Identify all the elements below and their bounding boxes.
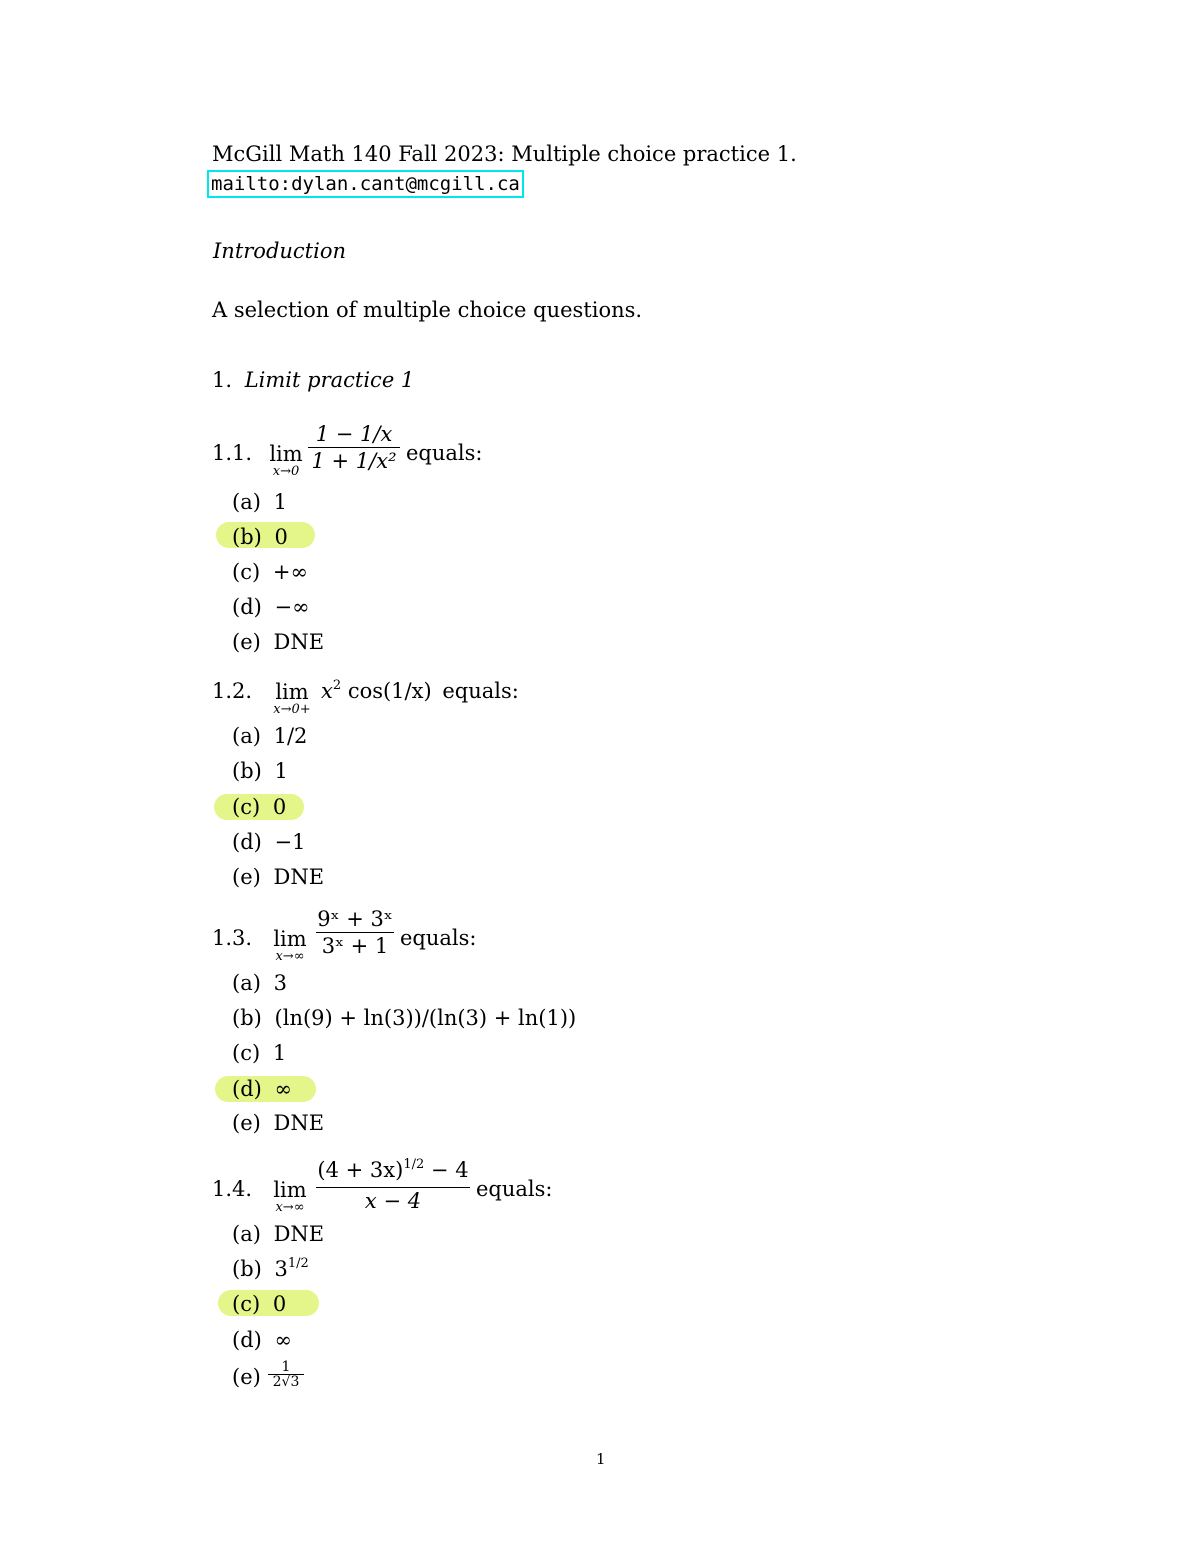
option-a[interactable]: (a) DNE xyxy=(232,1222,325,1246)
option-d[interactable]: (d) −∞ xyxy=(232,595,310,619)
option-b[interactable]: (b) 0 xyxy=(232,525,288,549)
option-b[interactable]: (b) (ln(9) + ln(3))/(ln(3) + ln(1)) xyxy=(232,1006,577,1030)
option-b[interactable]: (b) 1 xyxy=(232,759,288,783)
fraction-denominator: 3ˣ + 1 xyxy=(321,934,389,958)
fraction-denominator: 1 + 1/x² xyxy=(311,449,397,473)
section-title: Limit practice 1 xyxy=(244,368,415,392)
limit-operator: lim x→∞ xyxy=(273,927,307,964)
question-number: 1.1. xyxy=(212,441,253,465)
section-number: 1. xyxy=(212,368,233,392)
option-e-fraction: 1 2√3 xyxy=(268,1360,304,1390)
limit-fraction xyxy=(316,906,394,959)
fraction-numerator: $(4 + 3x)^{1/2} - 4$ xyxy=(317,1157,469,1182)
option-c[interactable]: (c) 0 xyxy=(232,795,287,819)
question-suffix: equals: xyxy=(406,441,483,465)
limit-operator: lim x→∞ xyxy=(273,1178,307,1215)
option-e[interactable]: (e) DNE xyxy=(232,630,325,654)
fraction-numerator: 9ˣ + 3ˣ xyxy=(317,907,393,931)
intro-heading: Introduction xyxy=(213,239,346,263)
option-e[interactable]: (e) DNE xyxy=(232,865,325,889)
option-d[interactable]: (d) −1 xyxy=(232,830,306,854)
question-number: 1.4. xyxy=(212,1177,253,1201)
page-number: 1 xyxy=(596,1450,606,1468)
section-heading xyxy=(212,367,414,393)
option-a[interactable]: (a) 1 xyxy=(232,490,287,514)
intro-text: A selection of multiple choice questions. xyxy=(212,298,643,322)
limit-fraction xyxy=(316,1157,470,1214)
option-d[interactable]: (d) ∞ xyxy=(232,1328,293,1352)
limit-expression: $x^2$ cos(1/x) equals: xyxy=(321,678,519,703)
limit-operator: lim x→0+ xyxy=(273,680,311,717)
option-c[interactable]: (c) 1 xyxy=(232,1041,287,1065)
question-number: 1.2. xyxy=(212,679,253,703)
option-c[interactable]: (c) 0 xyxy=(232,1292,287,1316)
option-a[interactable]: (a) 1/2 xyxy=(232,724,308,748)
option-c[interactable]: (c) +∞ xyxy=(232,560,308,584)
document-title: McGill Math 140 Fall 2023: Multiple choice practice 1. xyxy=(212,142,797,166)
option-e[interactable]: (e) xyxy=(232,1365,261,1389)
option-e[interactable]: (e) DNE xyxy=(232,1111,325,1135)
option-b[interactable]: (b) $3^{1/2}$ xyxy=(232,1256,309,1281)
fraction-denominator: x − 4 xyxy=(364,1189,422,1213)
limit-operator: lim x→0 xyxy=(269,442,303,479)
question-number: 1.3. xyxy=(212,926,253,950)
question-suffix: equals: xyxy=(400,926,477,950)
question-suffix: equals: xyxy=(476,1177,553,1201)
option-d[interactable]: (d) ∞ xyxy=(232,1077,293,1101)
fraction-numerator: 1 − 1/x xyxy=(315,422,393,446)
email-link[interactable]: mailto:dylan.cant@mcgill.ca xyxy=(207,170,524,198)
limit-fraction xyxy=(308,421,400,474)
option-a[interactable]: (a) 3 xyxy=(232,971,287,995)
